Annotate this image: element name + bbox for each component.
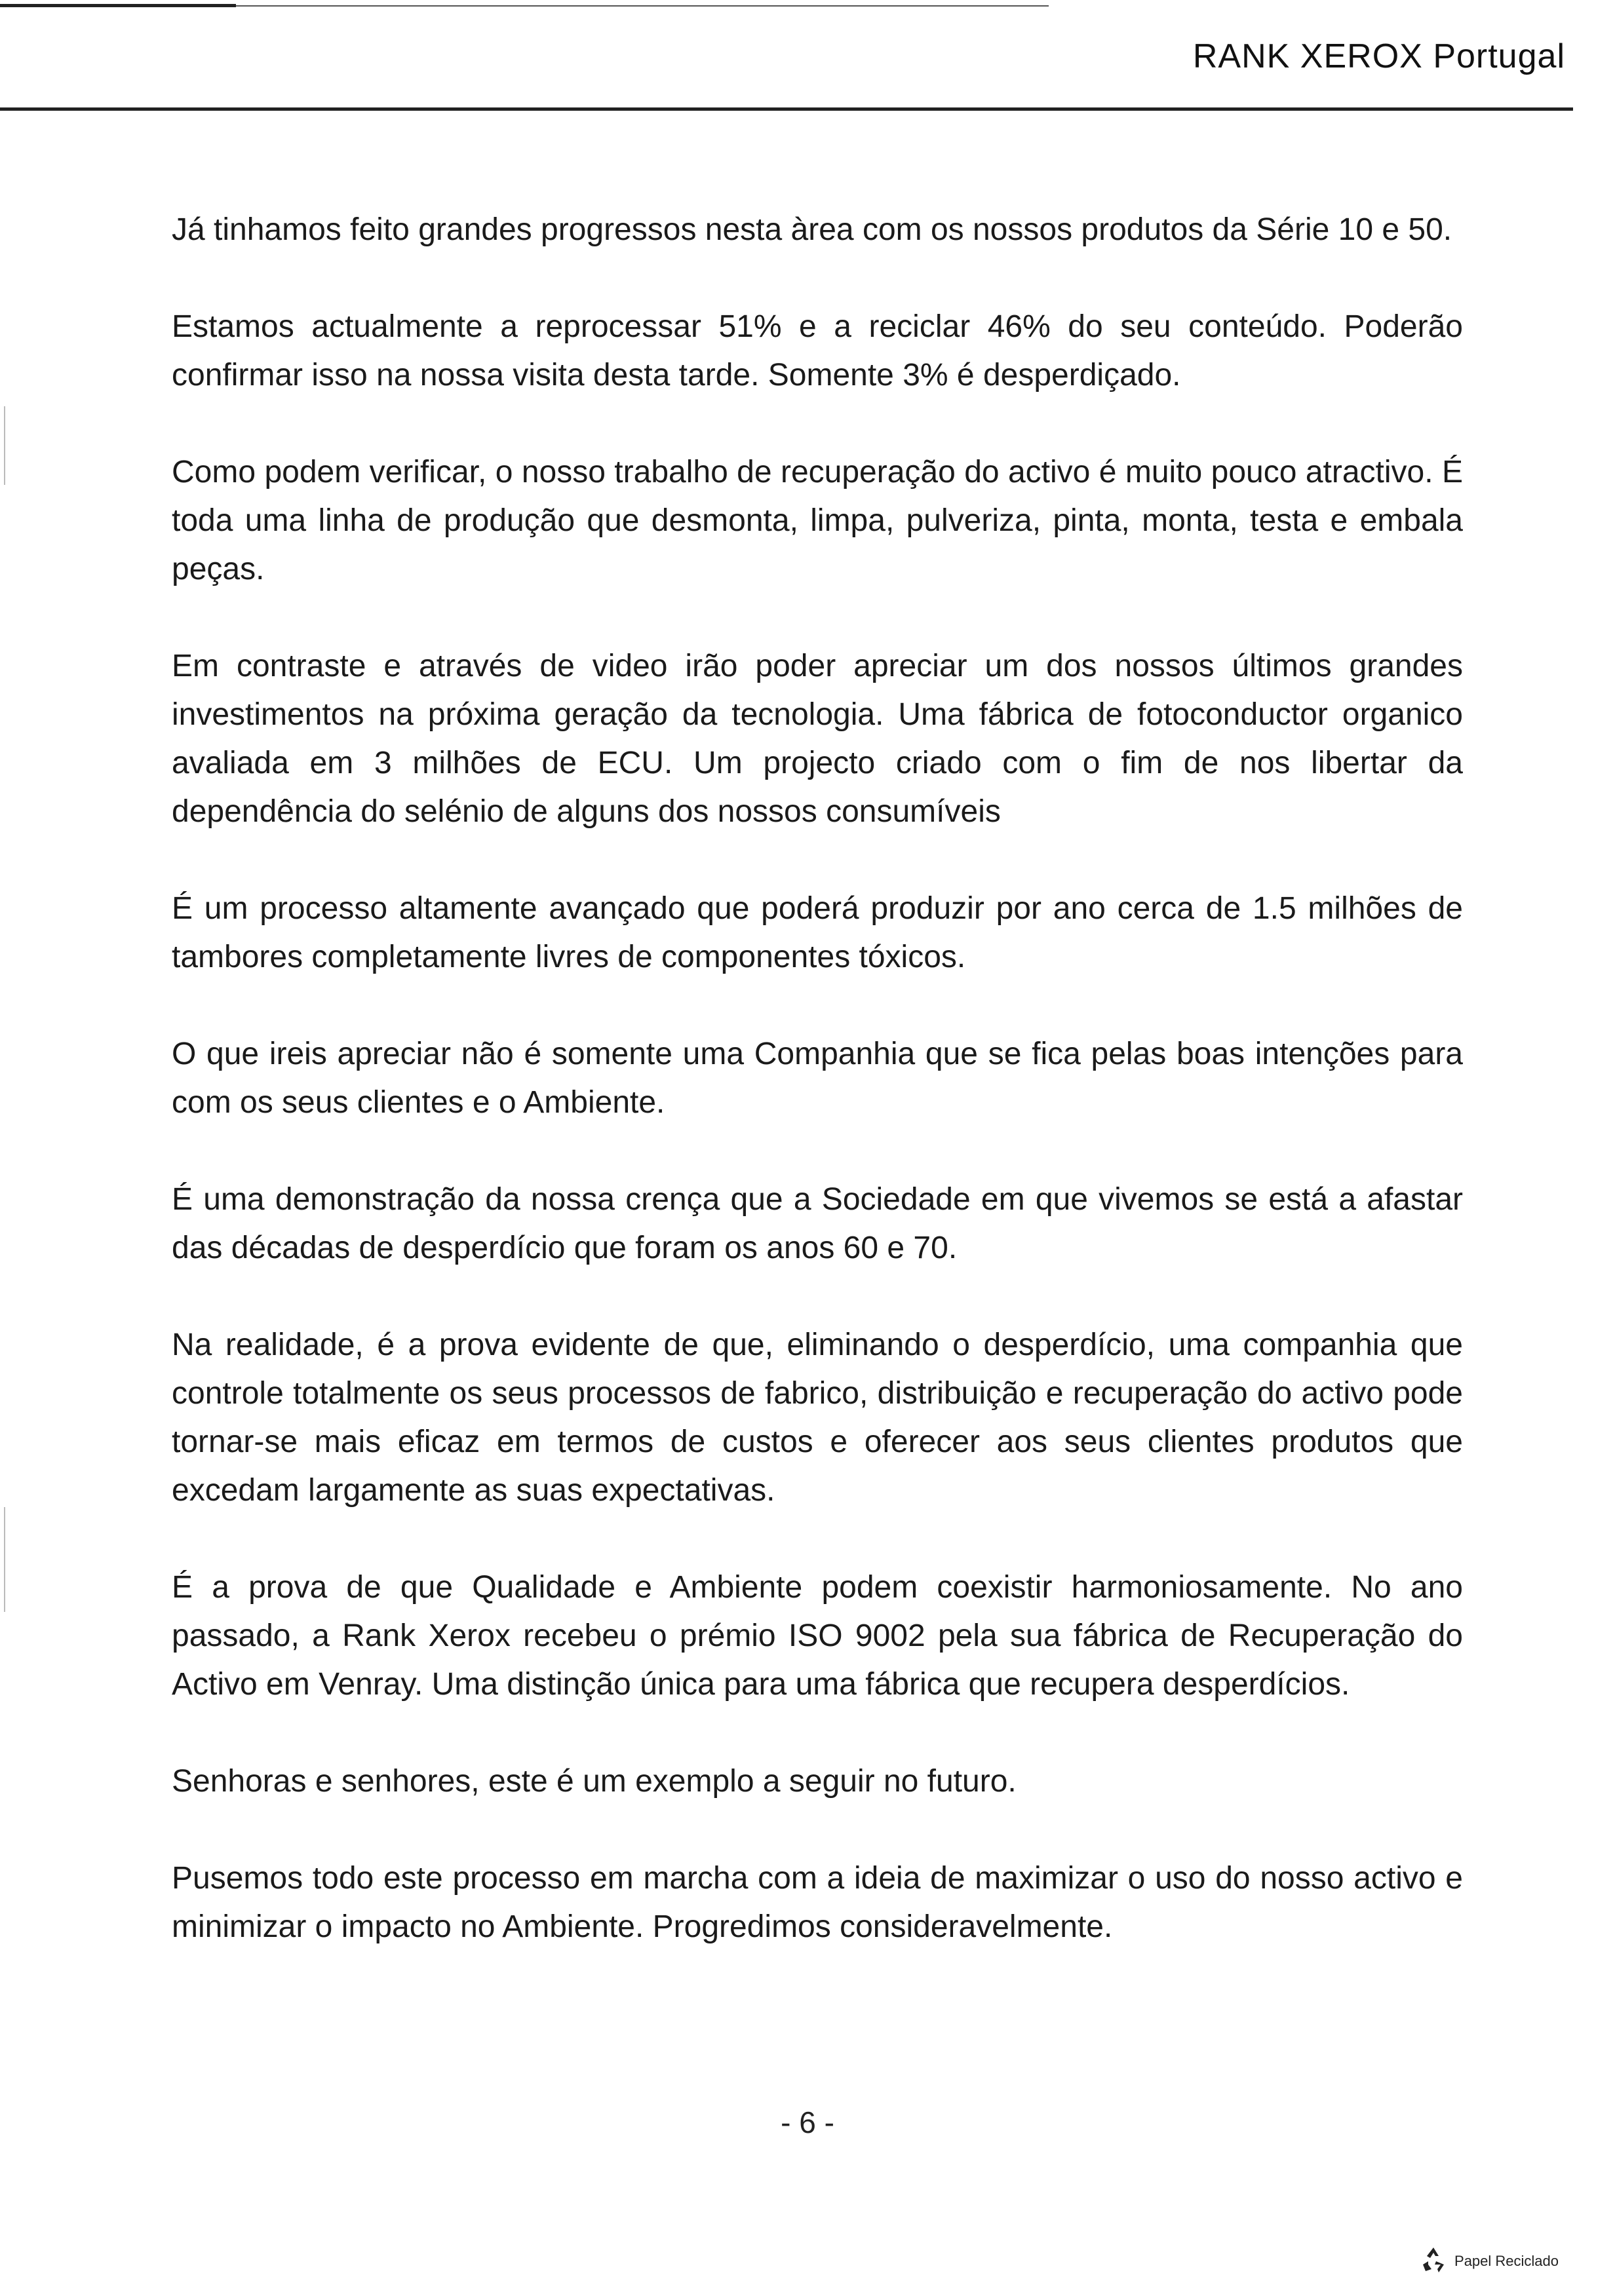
top-rule-thin <box>236 5 1049 7</box>
paragraph: Na realidade, é a prova evidente de que, eliminando o desperdício, uma companhia que controle totalmente os seus processos de fabrico, distribuição e recuperação do activo pode tornar-se mais eficaz em termos de custos e oferecer aos seus clientes produtos que excedam largamente as suas expectativas. <box>172 1328 1463 1508</box>
top-rule <box>0 4 236 7</box>
paragraph: É a prova de que Qualidade e Ambiente podem coexistir harmoniosamente. No ano passado, a Rank Xerox recebeu o prémio ISO 9002 pela sua fábrica de Recuperação do Activo em Venray. Uma distinção única para uma fábrica que recupera desperdícios. <box>172 1570 1463 1702</box>
page-number: - 6 - <box>781 2105 834 2139</box>
header-brand <box>1193 37 1565 76</box>
recycled-label: Papel Reciclado <box>1454 2253 1559 2269</box>
paragraph: Pusemos todo este processo em marcha com a ideia de maximizar o uso do nosso activo e minimizar o impacto no Ambiente. Progredimos consideravelmente. <box>172 1861 1463 1944</box>
scan-margin-mark <box>4 406 5 485</box>
brand-country: Portugal <box>1433 37 1565 75</box>
recycle-icon <box>1419 2245 1448 2278</box>
paragraph: Já tinhamos feito grandes progressos nesta àrea com os nossos produtos da Série 10 e 50. <box>172 212 1452 247</box>
brand-name: RANK XEROX <box>1192 37 1423 75</box>
recycled-paper-mark <box>1419 2245 1559 2278</box>
paragraph: Senhoras e senhores, este é um exemplo a seguir no futuro. <box>172 1764 1017 1799</box>
document-body <box>172 206 1463 2000</box>
paragraph: O que ireis apreciar não é somente uma Companhia que se fica pelas boas intenções para com os seus clientes e o Ambiente. <box>172 1037 1463 1120</box>
paragraph: Estamos actualmente a reprocessar 51% e a reciclar 46% do seu conteúdo. Poderão confirmar isso na nossa visita desta tarde. Somente 3% é desperdiçado. <box>172 309 1463 392</box>
scan-margin-mark <box>4 1507 5 1612</box>
header-rule <box>0 107 1573 111</box>
paragraph: Em contraste e através de video irão poder apreciar um dos nossos últimos grandes investimentos na próxima geração da tecnologia. Uma fábrica de fotoconductor organico avaliada em 3 milhões de ECU. Um projecto criado com o fim de nos libertar da dependência do selénio de alguns dos nossos consumíveis <box>172 649 1463 829</box>
paragraph: É um processo altamente avançado que poderá produzir por ano cerca de 1.5 milhões de tambores completamente livres de componentes tóxicos. <box>172 891 1463 974</box>
paragraph: Como podem verificar, o nosso trabalho de recuperação do activo é muito pouco atractivo. É toda uma linha de produção que desmonta, limpa, pulveriza, pinta, monta, testa e embala peças. <box>172 455 1463 586</box>
paragraph: É uma demonstração da nossa crença que a Sociedade em que vivemos se está a afastar das décadas de desperdício que foram os anos 60 e 70. <box>172 1182 1463 1265</box>
